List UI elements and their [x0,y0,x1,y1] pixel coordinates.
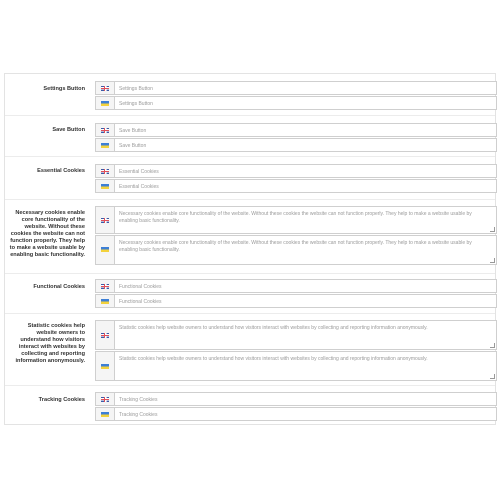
textarea-value: Necessary cookies enable core functionality of the website. Without these cookies the website can not function properly. They help to make a website usable by enabling basic functionality. [119,240,472,253]
essential-cookies-en-input[interactable]: Essential Cookies [114,164,497,178]
language-addon [95,235,114,265]
language-addon [95,96,114,110]
language-addon [95,164,114,178]
gb-flag-icon [101,169,109,174]
tracking-cookies-uk-input[interactable]: Tracking Cookies [114,407,497,421]
ua-flag-icon [101,184,109,189]
field-label: Tracking Cookies [38,397,85,403]
settings-button-uk-input[interactable]: Settings Button [114,96,497,110]
field-label: Necessary cookies enable core functionality of the website. Without these cookies the website can not function properly. They help to make a website usable by enabling basic functionality. [9,210,85,258]
ua-flag-icon [101,143,109,148]
resize-handle-icon[interactable] [490,374,495,379]
language-addon [95,179,114,193]
ua-flag-icon [101,364,109,369]
settings-button-en-input[interactable]: Settings Button [114,81,497,95]
field-label: Save Button [52,127,85,133]
gb-flag-icon [101,284,109,289]
language-addon [95,138,114,152]
language-addon [95,206,114,234]
necessary-cookies-en-textarea[interactable] [114,206,497,234]
field-label: Statistic cookies help website owners to understand how visitors interact with websites by collecting and reporting information anonymously. [15,323,85,364]
textarea-value: Statistic cookies help website owners to understand how visitors interact with websites by collecting and reporting information anonymously. [119,325,428,331]
essential-cookies-uk-input[interactable]: Essential Cookies [114,179,497,193]
statistic-cookies-uk-textarea[interactable] [114,351,497,381]
gb-flag-icon [101,86,109,91]
form-row-functional-cookies [5,273,495,314]
gb-flag-icon [101,128,109,133]
resize-handle-icon[interactable] [490,258,495,263]
language-addon [95,320,114,350]
form-row-statistic-cookies [5,313,495,386]
form-row-necessary-cookies [5,199,495,274]
language-addon [95,279,114,293]
cookie-settings-form [4,73,496,425]
resize-handle-icon[interactable] [490,343,495,348]
form-row-tracking-cookies [5,385,495,425]
field-label: Functional Cookies [33,284,85,290]
form-row-essential-cookies [5,156,495,200]
statistic-cookies-en-textarea[interactable] [114,320,497,350]
language-addon [95,407,114,421]
necessary-cookies-uk-textarea[interactable] [114,235,497,265]
field-label: Essential Cookies [37,168,85,174]
resize-handle-icon[interactable] [490,227,495,232]
textarea-value: Statistic cookies help website owners to understand how visitors interact with websites by collecting and reporting information anonymously. [119,356,428,362]
form-row-settings-button [5,74,495,116]
ua-flag-icon [101,299,109,304]
save-button-uk-input[interactable]: Save Button [114,138,497,152]
language-addon [95,392,114,406]
functional-cookies-uk-input[interactable]: Functional Cookies [114,294,497,308]
language-addon [95,81,114,95]
field-label: Settings Button [43,86,85,92]
language-addon [95,294,114,308]
ua-flag-icon [101,101,109,106]
language-addon [95,351,114,381]
functional-cookies-en-input[interactable]: Functional Cookies [114,279,497,293]
textarea-value: Necessary cookies enable core functionality of the website. Without these cookies the website can not function properly. They help to make a website usable by enabling basic functionality. [119,211,472,224]
gb-flag-icon [101,333,109,338]
gb-flag-icon [101,397,109,402]
ua-flag-icon [101,412,109,417]
ua-flag-icon [101,247,109,252]
form-row-save-button [5,115,495,157]
gb-flag-icon [101,218,109,223]
save-button-en-input[interactable]: Save Button [114,123,497,137]
language-addon [95,123,114,137]
tracking-cookies-en-input[interactable]: Tracking Cookies [114,392,497,406]
